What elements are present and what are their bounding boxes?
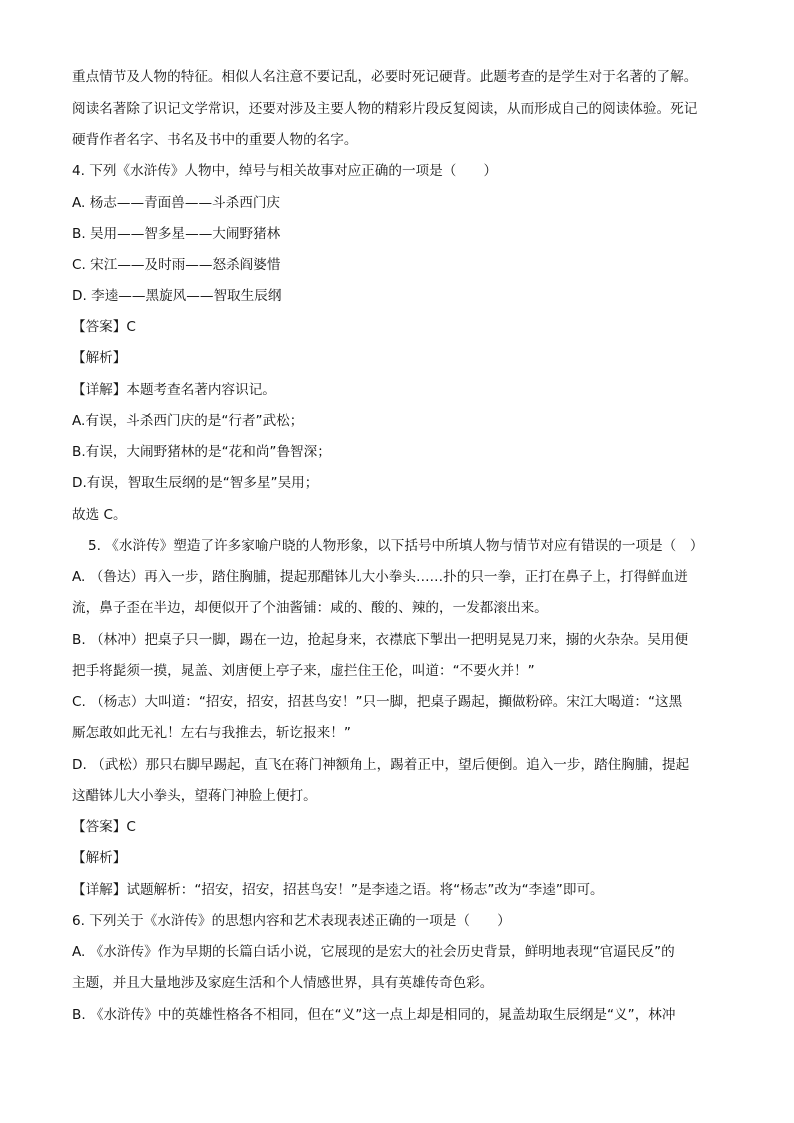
text-line: 阅读名著除了识记文学常识，还要对涉及主要人物的精彩片段反复阅读，从而形成自己的阅读体验。死记 (72, 101, 698, 117)
answer-label: 【答案】C (72, 319, 136, 335)
text-line: 硬背作者名字、书名及书中的重要人物的名字。 (72, 132, 358, 148)
option-a: A. 《水浒传》作为早期的长篇白话小说，它展现的是宏大的社会历史背景，鲜明地表现“官逼民反”的 (72, 944, 675, 960)
question-4: 4. 下列《水浒传》人物中，绰号与相关故事对应正确的一项是（ ） (72, 163, 498, 179)
detail-text: B.有误，大闹野猪林的是“花和尚”鲁智深； (72, 444, 331, 460)
option-c-cont: 厮怎敢如此无礼！左右与我推去，斩讫报来！” (72, 725, 351, 741)
detail-text: 【详解】试题解析：“招安，招安，招甚鸟安！”是李逵之语。将“杨志”改为“李逵”即可。 (72, 882, 604, 898)
answer-label: 【答案】C (72, 819, 136, 835)
option-d-cont: 这醋钵儿大小拳头，望蒋门神脸上便打。 (72, 788, 317, 804)
option-a-cont: 主题，并且大量地涉及家庭生活和个人情感世界，具有英雄传奇色彩。 (72, 975, 494, 991)
option-b-cont: 把手将髭须一摸，晁盖、刘唐便上亭子来，虚拦住王伦，叫道：“不要火并！” (72, 663, 535, 679)
option-d: D. 李逵——黑旋风——智取生辰纲 (72, 288, 282, 304)
option-b: B. （林冲）把桌子只一脚，踢在一边，抢起身来，衣襟底下掣出一把明晃晃刀来，搦的火杂杂。吴用便 (72, 632, 689, 648)
option-b: B. 吴用——智多星——大闹野猪林 (72, 226, 281, 242)
option-d: D. （武松）那只右脚早踢起，直飞在蒋门神额角上，踢着正中，望后便倒。追入一步，踏住胸脯，提起 (72, 757, 690, 773)
detail-text: D.有误，智取生辰纲的是“智多星”吴用； (72, 475, 319, 491)
option-c: C. 宋江——及时雨——怒杀阎婆惜 (72, 257, 281, 273)
detail-text: 【详解】本题考查名著内容识记。 (72, 382, 276, 398)
option-b: B. 《水浒传》中的英雄性格各不相同，但在“义”这一点上却是相同的，晁盖劫取生辰纲是“义”，林冲 (72, 1007, 676, 1023)
option-a: A. 杨志——青面兽——斗杀西门庆 (72, 195, 281, 211)
conclusion-text: 故选 C。 (72, 507, 127, 523)
option-c: C. （杨志）大叫道：“招安，招安，招甚鸟安！”只一脚，把桌子踢起，攧做粉碎。宋江大喝道：“这黑 (72, 694, 683, 710)
question-5: 5. 《水浒传》塑造了许多家喻户晓的人物形象，以下括号中所填人物与情节对应有错误的一项是（ ） (88, 538, 704, 554)
option-a-cont: 流，鼻子歪在半边，却便似开了个油酱铺：咸的、酸的、辣的，一发都滚出来。 (72, 600, 548, 616)
text-line: 重点情节及人物的特征。相似人名注意不要记乱，必要时死记硬背。此题考查的是学生对于名著的了解。 (72, 69, 698, 85)
option-a: A. （鲁达）再入一步，踏住胸脯，提起那醋钵儿大小拳头……扑的只一拳，正打在鼻子上，打得鲜血迸 (72, 569, 688, 585)
question-6: 6. 下列关于《水浒传》的思想内容和艺术表现表述正确的一项是（ ） (72, 913, 511, 929)
analysis-label: 【解析】 (72, 850, 127, 866)
detail-text: A.有误，斗杀西门庆的是“行者”武松； (72, 413, 304, 429)
analysis-label: 【解析】 (72, 350, 127, 366)
